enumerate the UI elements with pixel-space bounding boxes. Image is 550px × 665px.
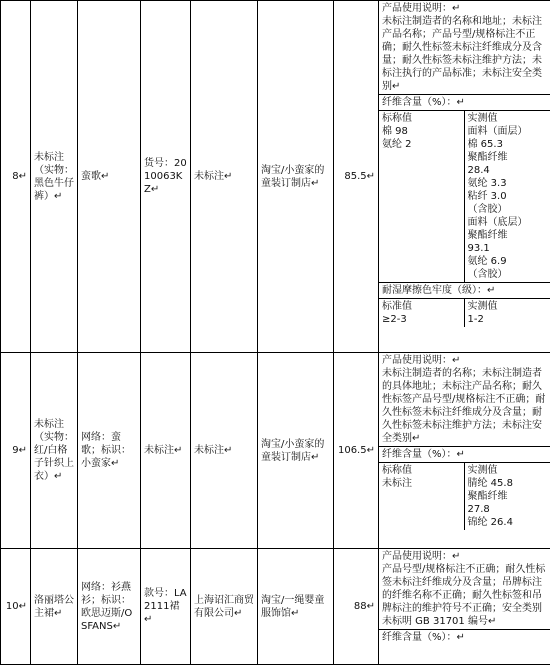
table-row bbox=[1, 353, 550, 549]
fiber-left-line: 标称值 bbox=[382, 464, 461, 477]
fiber-title: 纤维含量（%）：↵ bbox=[379, 446, 550, 462]
amount: 88↵ bbox=[334, 549, 379, 665]
labels-section bbox=[379, 1, 550, 94]
fiber-left-line: 氨纶 2 bbox=[382, 138, 461, 151]
fiber-right-line: 棉 65.3 bbox=[468, 138, 548, 151]
product-name: 未标注（实物：黑色牛仔裤）↵ bbox=[31, 1, 78, 353]
fiber-right-line: （含胶） bbox=[468, 203, 548, 216]
rub-left-line: ≥2-3 bbox=[382, 313, 461, 326]
fiber-table bbox=[379, 110, 550, 282]
labels-section bbox=[379, 353, 550, 446]
fiber-measured bbox=[464, 463, 550, 531]
fiber-right-line: 27.8 bbox=[468, 503, 548, 516]
producer: 上海诏汇商贸有限公司↵ bbox=[191, 549, 258, 665]
fiber-left-line: 标称值 bbox=[382, 112, 461, 125]
fiber-right-line: 面料（底层） bbox=[468, 216, 548, 229]
row-number: 9↵ bbox=[1, 353, 31, 549]
row-number: 8↵ bbox=[1, 1, 31, 353]
fiber-measured bbox=[464, 111, 550, 283]
labels-section bbox=[379, 549, 550, 629]
labels-head: 产品使用说明：↵ bbox=[382, 2, 547, 15]
model: 未标注↵ bbox=[141, 353, 191, 549]
brand: 蛮歌↵ bbox=[78, 1, 141, 353]
rub-table bbox=[379, 298, 550, 327]
brand: 网络：蛮歌；标识：小蛮家↵ bbox=[78, 353, 141, 549]
seller: 淘宝/小蛮家的童装订制店↵ bbox=[258, 1, 334, 353]
fiber-left-line: 棉 98 bbox=[382, 125, 461, 138]
fiber-table bbox=[379, 462, 550, 530]
defect-detail bbox=[379, 549, 550, 665]
fiber-nominal bbox=[379, 111, 464, 283]
fiber-right-line: 聚酯纤维 bbox=[468, 229, 548, 242]
amount: 106.5↵ bbox=[334, 353, 379, 549]
rub-measured bbox=[464, 299, 550, 328]
fiber-right-line: 氨纶 6.9 bbox=[468, 255, 548, 268]
fiber-nominal bbox=[379, 463, 464, 531]
amount: 85.5↵ bbox=[334, 1, 379, 353]
model: 款号：LA2111裙↵ bbox=[141, 549, 191, 665]
fiber-right-line: 实测值 bbox=[468, 112, 548, 125]
fiber-title: 纤维含量（%）：↵ bbox=[379, 629, 550, 645]
fiber-right-line: 粘纤 3.0 bbox=[468, 190, 548, 203]
labels-head: 产品使用说明：↵ bbox=[382, 354, 547, 367]
row-number: 10↵ bbox=[1, 549, 31, 665]
producer: 未标注↵ bbox=[191, 353, 258, 549]
labels-body: 产品号型/规格标注不正确；耐久性标签未标注纤维成分及含量；吊牌标注的纤维名称不正确；耐久性标签和吊牌标注的维护符号不正确；安全类别未标明 GB 31701 编号↵ bbox=[382, 563, 547, 628]
fiber-right-line: 28.4 bbox=[468, 164, 548, 177]
rub-title: 耐湿摩擦色牢度（级）：↵ bbox=[379, 282, 550, 298]
fiber-right-line: 93.1 bbox=[468, 242, 548, 255]
fiber-right-line: 实测值 bbox=[468, 464, 548, 477]
model: 货号：2010063KZ↵ bbox=[141, 1, 191, 353]
rub-right-line: 实测值 bbox=[468, 300, 548, 313]
fiber-right-line: （含胶） bbox=[468, 268, 548, 281]
labels-body: 未标注制造者的名称和地址；未标注产品名称；产品号型/规格标注不正确；耐久性标签未标注纤维成分及含量；耐久性标签未标注维护方法；未标注执行的产品标准；未标注安全类别↵ bbox=[382, 15, 547, 93]
labels-head: 产品使用说明：↵ bbox=[382, 550, 547, 563]
rub-left-line: 标准值 bbox=[382, 300, 461, 313]
seller: 淘宝/小蛮家的童装订制店↵ bbox=[258, 353, 334, 549]
brand: 网络：衫燕衫；标识：欧思迈斯/OSFANS↵ bbox=[78, 549, 141, 665]
fiber-right-line: 氨纶 3.3 bbox=[468, 177, 548, 190]
table-row bbox=[1, 549, 550, 665]
fiber-right-line: 面料（面层） bbox=[468, 125, 548, 138]
product-name: 洛丽塔公主裙↵ bbox=[31, 549, 78, 665]
defect-detail bbox=[379, 353, 550, 549]
producer: 未标注↵ bbox=[191, 1, 258, 353]
fiber-left-line: 未标注 bbox=[382, 477, 461, 490]
rub-standard bbox=[379, 299, 464, 328]
defect-detail bbox=[379, 1, 550, 353]
table-row bbox=[1, 1, 550, 353]
seller: 淘宝/一绳婴童服饰馆↵ bbox=[258, 549, 334, 665]
fiber-right-line: 聚酯纤维 bbox=[468, 490, 548, 503]
rub-right-line: 1-2 bbox=[468, 313, 548, 326]
fiber-right-line: 聚酯纤维 bbox=[468, 151, 548, 164]
fiber-right-line: 锦纶 26.4 bbox=[468, 516, 548, 529]
fiber-title: 纤维含量（%）：↵ bbox=[379, 94, 550, 110]
labels-body: 未标注制造者的名称；未标注制造者的具体地址；未标注产品名称；耐久性标签产品号型/规格标注不正确；耐久性标签未标注纤维成分及含量；耐久性标签未标注维护方法；未标注安全类别↵ bbox=[382, 367, 547, 445]
fiber-right-line: 腈纶 45.8 bbox=[468, 477, 548, 490]
product-name: 未标注（实物：红/白格子针织上衣）↵ bbox=[31, 353, 78, 549]
